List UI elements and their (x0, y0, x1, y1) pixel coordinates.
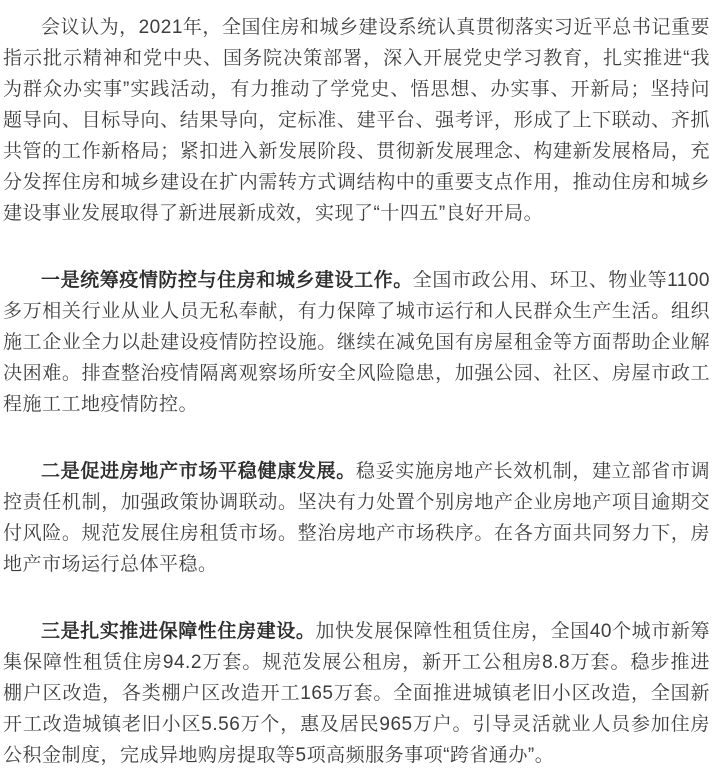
paragraph-overview (3, 12, 710, 229)
paragraph-point-2 (3, 456, 710, 580)
paragraph-lead: 二是促进房地产市场平稳健康发展。 (41, 461, 356, 482)
paragraph-lead: 三是扎实推进保障性住房建设。 (41, 621, 316, 642)
paragraph-text: 会议认为，2021年，全国住房和城乡建设系统认真贯彻落实习近平总书记重要指示批示精神和党中央、国务院决策部署，深入开展党史学习教育，扎实推进“我为群众办实事”实践活动，有力推动了学党史、悟思想、办实事、开新局；坚持问题导向、目标导向、结果导向，定标准、建平台、强考评，形成了上下联动、齐抓共管的工作新格局；紧扣进入新发展阶段、贯彻新发展理念、构建新发展格局，充分发挥住房和城乡建设在扩内需转方式调结构中的重要支点作用，推动住房和城乡建设事业发展取得了新进展新成效，实现了“十四五”良好开局。 (3, 17, 710, 224)
paragraph-point-1 (3, 265, 710, 420)
paragraph-lead: 一是统筹疫情防控与住房和城乡建设工作。 (41, 270, 413, 291)
paragraph-text: 加快发展保障性租赁住房，全国40个城市新筹集保障性租赁住房94.2万套。规范发展公租房，新开工公租房8.8万套。稳步推进棚户区改造，各类棚户区改造开工165万套。全面推进城镇老旧小区改造，全国新开工改造城镇老旧小区5.56万个，惠及居民965万户。引导灵活就业人员参加住房公积金制度，完成异地购房提取等5项高频服务事项“跨省通办”。 (3, 621, 710, 766)
paragraph-text: 全国市政公用、环卫、物业等1100多万相关行业从业人员无私奉献，有力保障了城市运行和人民群众生产生活。组织施工企业全力以赴建设疫情防控设施。继续在减免国有房屋租金等方面帮助企业解决困难。排查整治疫情隔离观察场所安全风险隐患，加强公园、社区、房屋市政工程施工工地疫情防控。 (3, 270, 710, 415)
paragraph-text: 稳妥实施房地产长效机制，建立部省市调控责任机制，加强政策协调联动。坚决有力处置个别房地产企业房地产项目逾期交付风险。规范发展住房租赁市场。整治房地产市场秩序。在各方面共同努力下，房地产市场运行总体平稳。 (3, 461, 710, 575)
paragraph-point-3 (3, 616, 710, 771)
